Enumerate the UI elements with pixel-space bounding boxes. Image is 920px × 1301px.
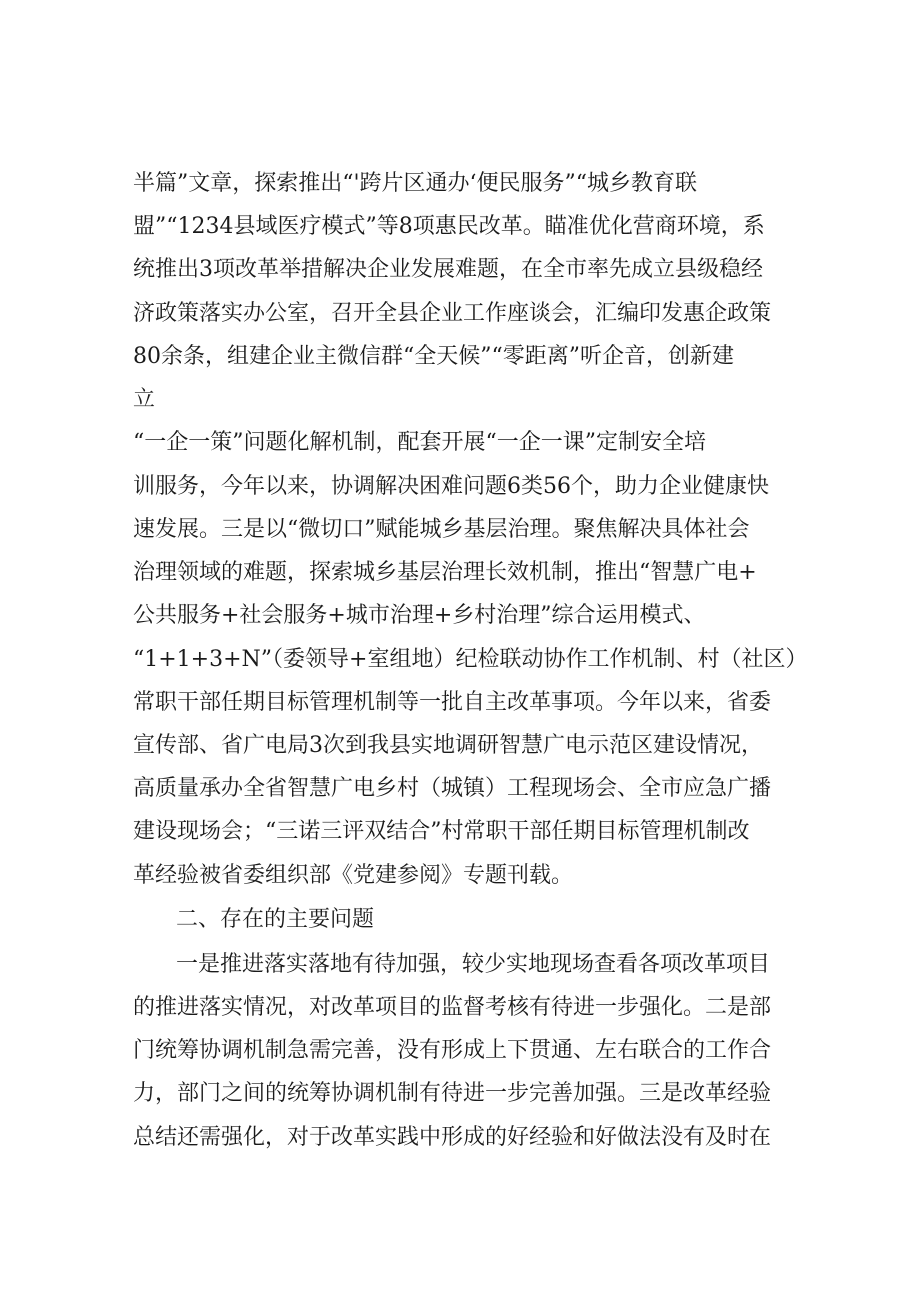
- text-line: 常职干部任期目标管理机制等一批自主改革事项。今年以来，省委: [133, 690, 772, 715]
- text-line: 立: [133, 387, 156, 412]
- text-line: 门统筹协调机制急需完善，没有形成上下贯通、左右联合的工作合: [133, 1038, 772, 1063]
- text-line: 训服务，今年以来，协调解决困难问题6类56个，助力企业健康快: [133, 474, 769, 499]
- text-line: 总结还需强化，对于改革实践中形成的好经验和好做法没有及时在: [133, 1125, 772, 1150]
- text-line: 宣传部、省广电局3次到我县实地调研智慧广电示范区建设情况，: [133, 733, 763, 758]
- section-heading: 二、存在的主要问题: [176, 907, 375, 932]
- text-line: 济政策落实办公室，召开全县企业工作座谈会，汇编印发惠企政策: [133, 301, 772, 326]
- text-line: 公共服务+社会服务+城市治理+乡村治理”综合运用模式、: [133, 603, 706, 628]
- text-line: 速发展。三是以“微切口”赋能城乡基层治理。聚焦解决具体社会: [133, 517, 750, 542]
- text-line: 的推进落实情况，对改革项目的监督考核有待进一步强化。二是部: [133, 995, 772, 1020]
- text-line: 建设现场会；“三诺三评双结合”村常职干部任期目标管理机制改: [133, 819, 750, 844]
- text-line: “1+1+3+N”（委领导+室组地）纪检联动协作工作机制、村（社区）: [133, 647, 808, 672]
- text-line: 革经验被省委组织部《党建参阅》专题刊载。: [133, 863, 574, 888]
- text-line: 80余条，组建企业主微信群“全天候”“零距离”听企音，创新建: [133, 344, 734, 369]
- text-line: “一企一策”问题化解机制，配套开展“一企一课”定制安全培: [133, 430, 706, 455]
- text-line: 半篇”文章，探索推出“'跨片区通办‘便民服务”“城乡教育联: [133, 171, 698, 196]
- text-line: 一是推进落实落地有待加强，较少实地现场查看各项改革项目: [176, 952, 771, 977]
- text-line: 统推出3项改革举措解决企业发展难题，在全市率先成立县级稳经: [133, 257, 763, 282]
- text-line: 力，部门之间的统筹协调机制有待进一步完善加强。三是改革经验: [133, 1081, 772, 1106]
- text-line: 高质量承办全省智慧广电乡村（城镇）工程现场会、全市应急广播: [133, 776, 772, 801]
- text-line: 治理领域的难题，探索城乡基层治理长效机制，推出“智慧广电+: [133, 560, 757, 585]
- text-line: 盟”“1234县域医疗模式”等8项惠民改革。瞄准优化营商环境，系: [133, 214, 765, 239]
